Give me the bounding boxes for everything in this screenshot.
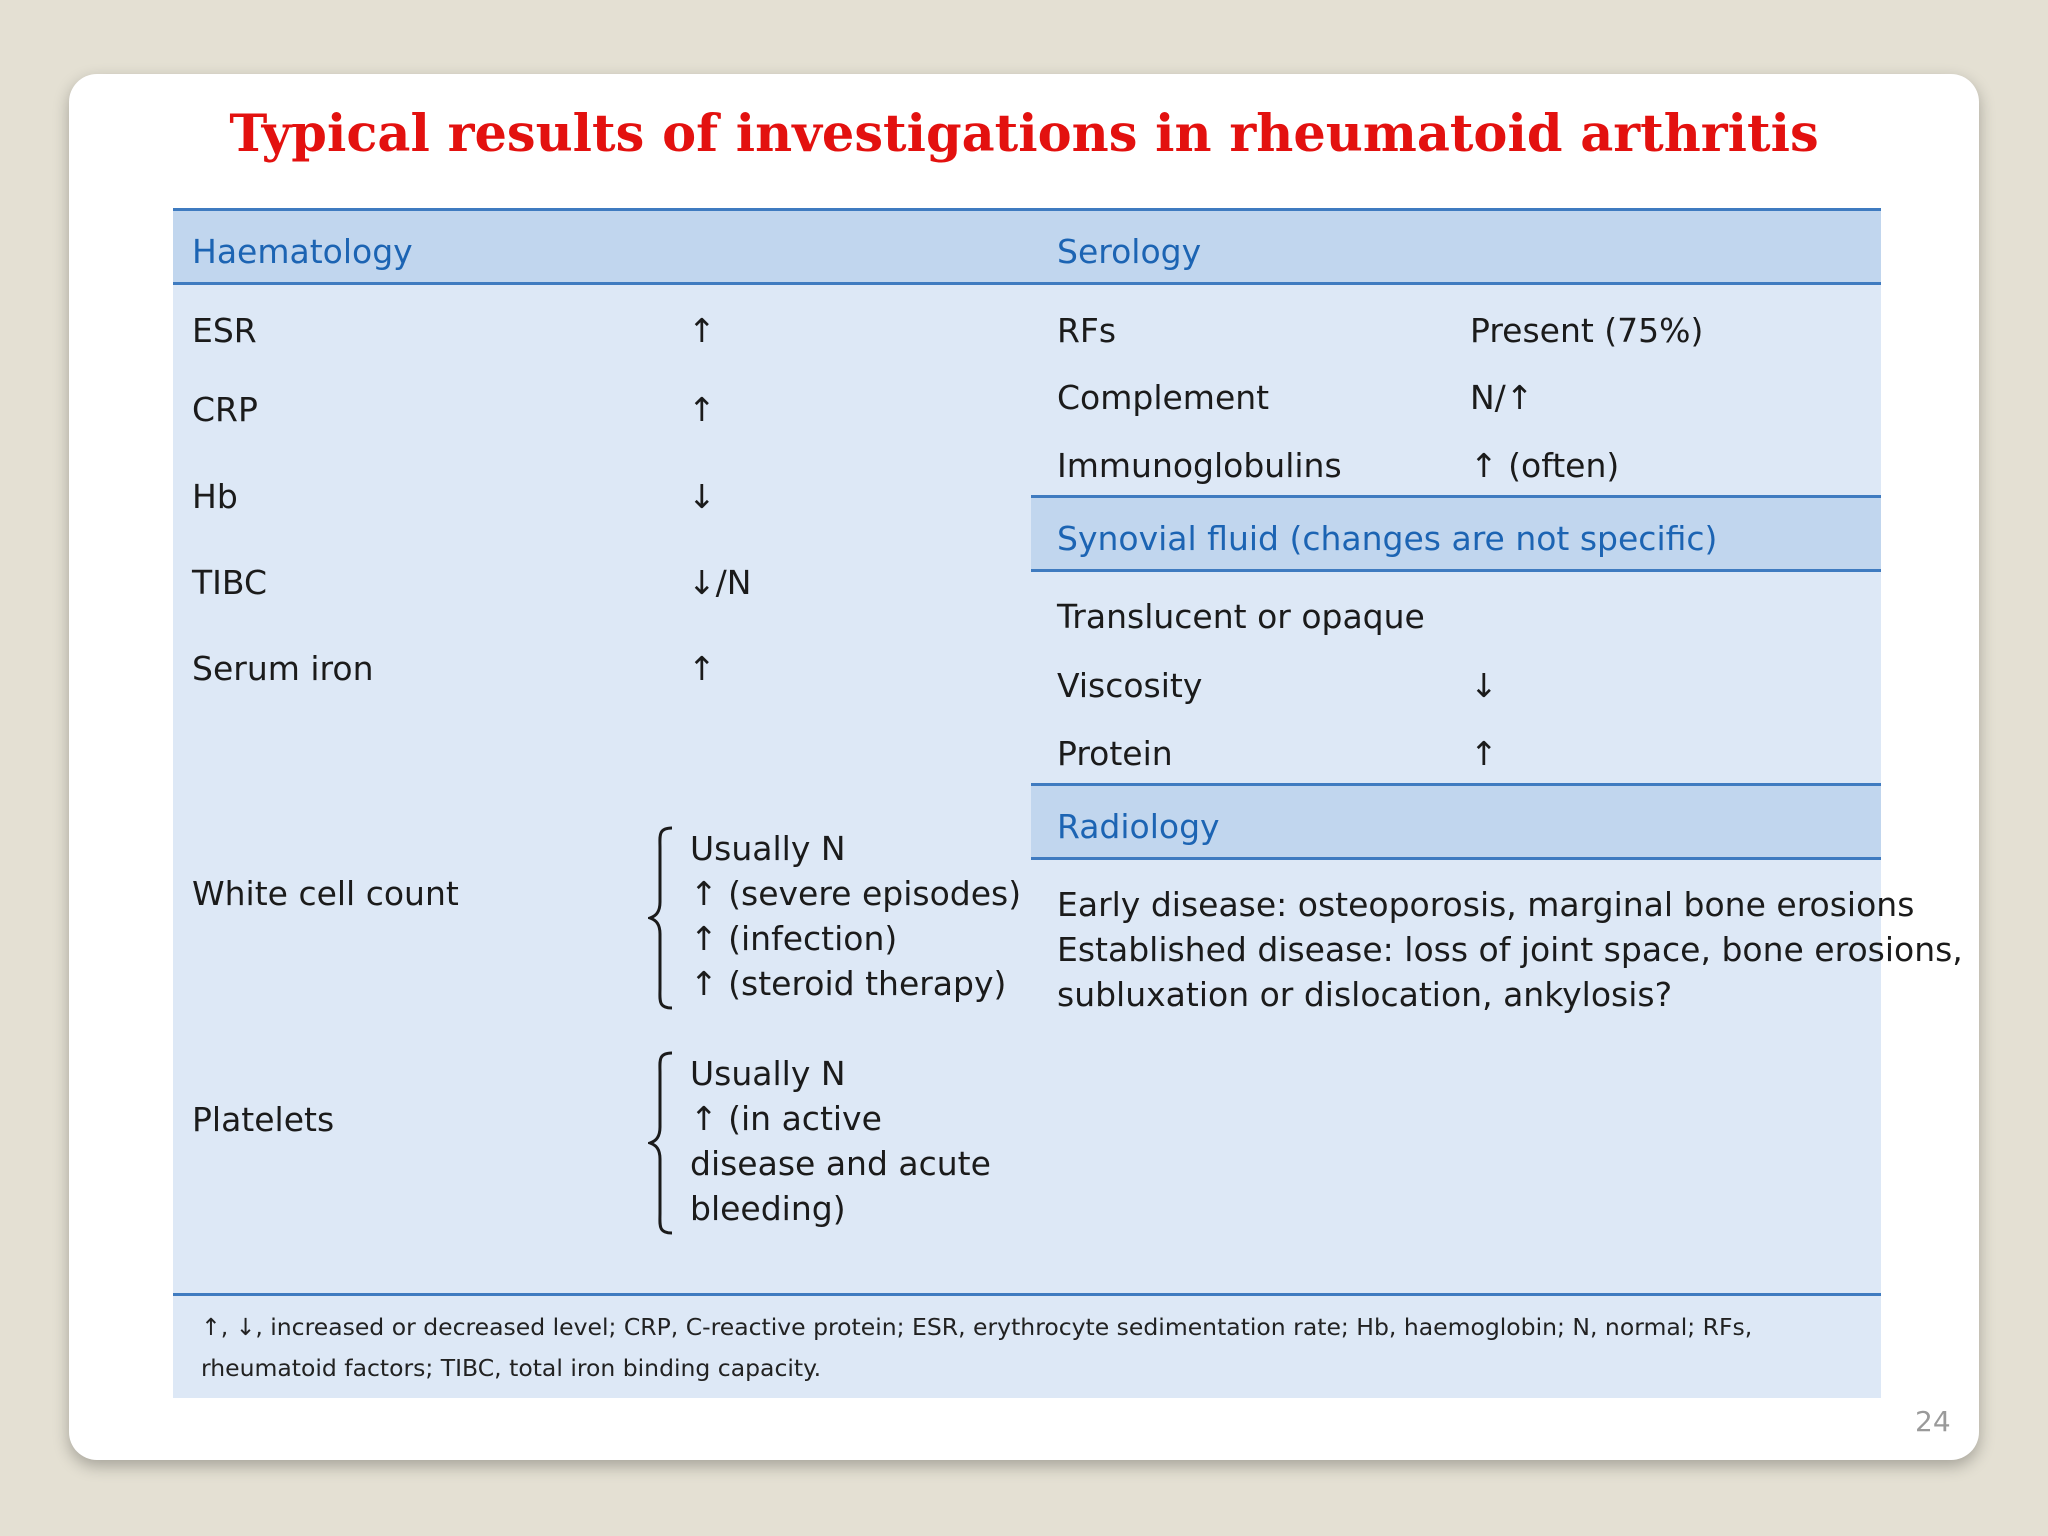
radiology-bottom-rule — [1031, 857, 1881, 860]
wcc-line: ↑ (infection) — [690, 919, 898, 958]
synovial-top-rule — [1031, 495, 1881, 498]
radiology-line: Established disease: loss of joint space, bone erosions, — [1057, 930, 1963, 969]
haem-value-hb: ↓ — [688, 477, 716, 516]
wcc-line: ↑ (steroid therapy) — [690, 964, 1007, 1003]
sero-label-rfs: RFs — [1057, 311, 1117, 350]
synovial-header: Synovial fluid (changes are not specific) — [1057, 519, 1718, 558]
sero-value-immunoglobulins: ↑ (often) — [1470, 446, 1620, 485]
synovial-bottom-rule — [1031, 569, 1881, 572]
platelets-line: ↑ (in active — [690, 1099, 882, 1138]
wcc-line: ↑ (severe episodes) — [690, 874, 1022, 913]
haem-value-esr: ↑ — [688, 311, 716, 350]
haem-label-serum-iron: Serum iron — [192, 649, 374, 688]
syn-label-appearance: Translucent or opaque — [1057, 597, 1425, 636]
haem-value-serum-iron: ↑ — [688, 649, 716, 688]
platelets-label: Platelets — [192, 1100, 335, 1139]
radiology-text — [1057, 882, 1963, 1017]
wcc-values — [690, 826, 1021, 1006]
platelets-line: disease and acute — [690, 1144, 991, 1183]
syn-label-protein: Protein — [1057, 734, 1173, 773]
sero-label-immunoglobulins: Immunoglobulins — [1057, 446, 1342, 485]
sero-value-rfs: Present (75%) — [1470, 311, 1704, 350]
radiology-header: Radiology — [1057, 807, 1220, 846]
header-band — [173, 211, 1881, 283]
sero-label-complement: Complement — [1057, 378, 1270, 417]
haem-value-tibc: ↓/N — [688, 563, 752, 602]
sero-value-complement: N/↑ — [1470, 378, 1534, 417]
serology-header: Serology — [1057, 232, 1202, 271]
platelets-line: Usually N — [690, 1054, 846, 1093]
haem-label-esr: ESR — [192, 311, 257, 350]
platelets-line: bleeding) — [690, 1189, 846, 1228]
syn-value-viscosity: ↓ — [1470, 666, 1498, 705]
radiology-top-rule — [1031, 783, 1881, 786]
haem-label-tibc: TIBC — [192, 563, 267, 602]
haematology-header: Haematology — [192, 232, 413, 271]
header-bottom-rule — [173, 282, 1881, 285]
slide-title: Typical results of investigations in rheumatoid arthritis — [229, 104, 1819, 164]
radiology-line: Early disease: osteoporosis, marginal bone erosions — [1057, 885, 1915, 924]
wcc-label: White cell count — [192, 874, 459, 913]
haem-label-crp: CRP — [192, 390, 258, 429]
haem-label-hb: Hb — [192, 477, 238, 516]
wcc-brace — [648, 826, 678, 1010]
table-top-rule — [173, 208, 1881, 211]
footnote-rule — [173, 1293, 1881, 1296]
haem-value-crp: ↑ — [688, 390, 716, 429]
footnote: ↑, ↓, increased or decreased level; CRP, C-reactive protein; ESR, erythrocyte sedimentation rate; Hb, haemoglobin; N, normal; RFs, rheumatoid factors; TIBC, total iron binding capacity. — [201, 1313, 1753, 1382]
page-number: 24 — [1915, 1405, 1951, 1438]
wcc-line: Usually N — [690, 829, 846, 868]
syn-value-protein: ↑ — [1470, 734, 1498, 773]
platelets-brace — [648, 1051, 678, 1235]
syn-label-viscosity: Viscosity — [1057, 666, 1203, 705]
radiology-line: subluxation or dislocation, ankylosis? — [1057, 975, 1673, 1014]
platelets-values — [690, 1051, 991, 1231]
